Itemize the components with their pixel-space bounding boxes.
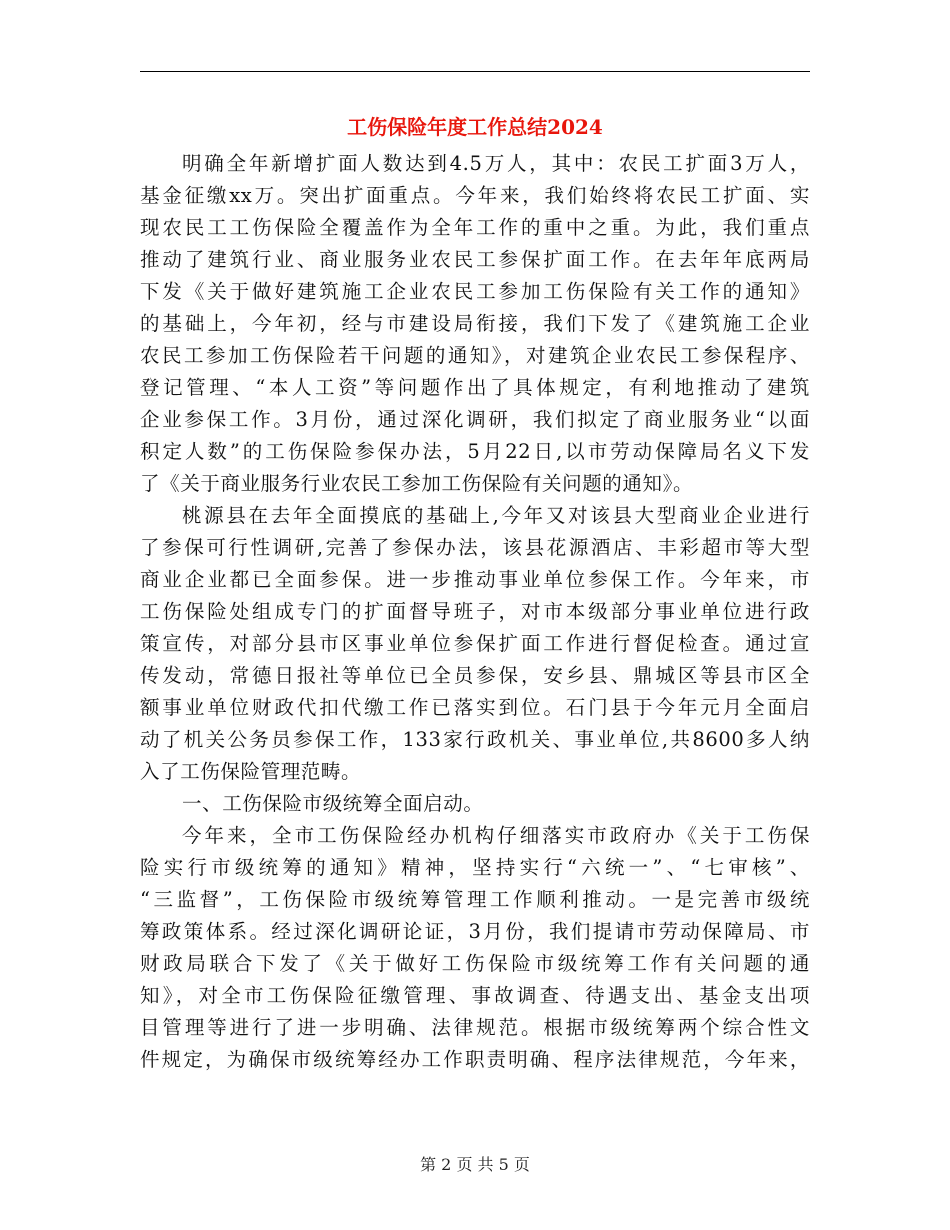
paragraph-3-line-2: 险实行市级统筹的通知》精神，坚持实行“六统一”、“七审核”、 <box>140 856 810 879</box>
paragraph-1-line-1: 明确全年新增扩面人数达到4.5万人，其中：农民工扩面3万人， <box>182 152 810 175</box>
header-rule <box>140 71 810 72</box>
paragraph-3-line-7: 目管理等进行了进一步明确、法律规范。根据市级统筹两个综合性文 <box>140 1016 810 1039</box>
paragraph-2-line-9: 入了工伤保险管理范畴。 <box>140 760 362 783</box>
paragraph-1-line-10: 积定人数”的工伤保险参保办法，5月22日,以市劳动保障局名义下发 <box>140 440 810 463</box>
paragraph-2-line-8: 动了机关公务员参保工作，133家行政机关、事业单位,共8600多人纳 <box>140 728 810 751</box>
paragraph-1-line-8: 登记管理、“本人工资”等问题作出了具体规定，有利地推动了建筑 <box>140 376 810 399</box>
paragraph-1-line-3: 现农民工工伤保险全覆盖作为全年工作的重中之重。为此，我们重点 <box>140 216 810 239</box>
paragraph-2-line-1: 桃源县在去年全面摸底的基础上,今年又对该县大型商业企业进行 <box>182 504 810 527</box>
paragraph-1-line-9: 企业参保工作。3月份，通过深化调研，我们拟定了商业服务业“以面 <box>140 408 810 431</box>
paragraph-3-line-8: 件规定，为确保市级统筹经办工作职责明确、程序法律规范，今年来， <box>140 1048 810 1071</box>
paragraph-1-line-11: 了《关于商业服务行业农民工参加工伤保险有关问题的通知》。 <box>140 472 694 495</box>
paragraph-1-line-6: 的基础上，今年初，经与市建设局衔接，我们下发了《建筑施工企业 <box>140 312 810 335</box>
document-body <box>140 148 810 1076</box>
paragraph-3-line-6: 知》，对全市工伤保险征缴管理、事故调查、待遇支出、基金支出项 <box>140 984 810 1007</box>
paragraph-2-line-4: 工伤保险处组成专门的扩面督导班子，对市本级部分事业单位进行政 <box>140 600 810 623</box>
paragraph-2-line-6: 传发动，常德日报社等单位已全员参保，安乡县、鼎城区等县市区全 <box>140 664 810 687</box>
paragraph-1-line-5: 下发《关于做好建筑施工企业农民工参加工伤保险有关工作的通知》 <box>140 280 810 303</box>
paragraph-1-line-7: 农民工参加工伤保险若干问题的通知》，对建筑企业农民工参保程序、 <box>140 344 810 367</box>
paragraph-2-line-3: 商业企业都已全面参保。进一步推动事业单位参保工作。今年来，市 <box>140 568 810 591</box>
document-title: 工伤保险年度工作总结2024 <box>347 115 603 139</box>
paragraph-2-line-5: 策宣传，对部分县市区事业单位参保扩面工作进行督促检查。通过宣 <box>140 632 810 655</box>
paragraph-1-line-2: 基金征缴xx万。突出扩面重点。今年来，我们始终将农民工扩面、实 <box>140 184 810 207</box>
paragraph-3-line-1: 今年来，全市工伤保险经办机构仔细落实市政府办《关于工伤保 <box>182 824 810 847</box>
page-number: 第 2 页 共 5 页 <box>420 1155 530 1174</box>
paragraph-3-line-5: 财政局联合下发了《关于做好工伤保险市级统筹工作有关问题的通 <box>140 952 810 975</box>
section-heading-1: 一、工伤保险市级统筹全面启动。 <box>182 792 484 815</box>
paragraph-3-line-4: 筹政策体系。经过深化调研论证，3月份，我们提请市劳动保障局、市 <box>140 920 810 943</box>
paragraph-2-line-7: 额事业单位财政代扣代缴工作已落实到位。石门县于今年元月全面启 <box>140 696 810 719</box>
paragraph-2-line-2: 了参保可行性调研,完善了参保办法，该县花源酒店、丰彩超市等大型 <box>140 536 810 559</box>
paragraph-3-line-3: “三监督”，工伤保险市级统筹管理工作顺利推动。一是完善市级统 <box>140 888 810 911</box>
paragraph-1-line-4: 推动了建筑行业、商业服务业农民工参保扩面工作。在去年年底两局 <box>140 248 810 271</box>
